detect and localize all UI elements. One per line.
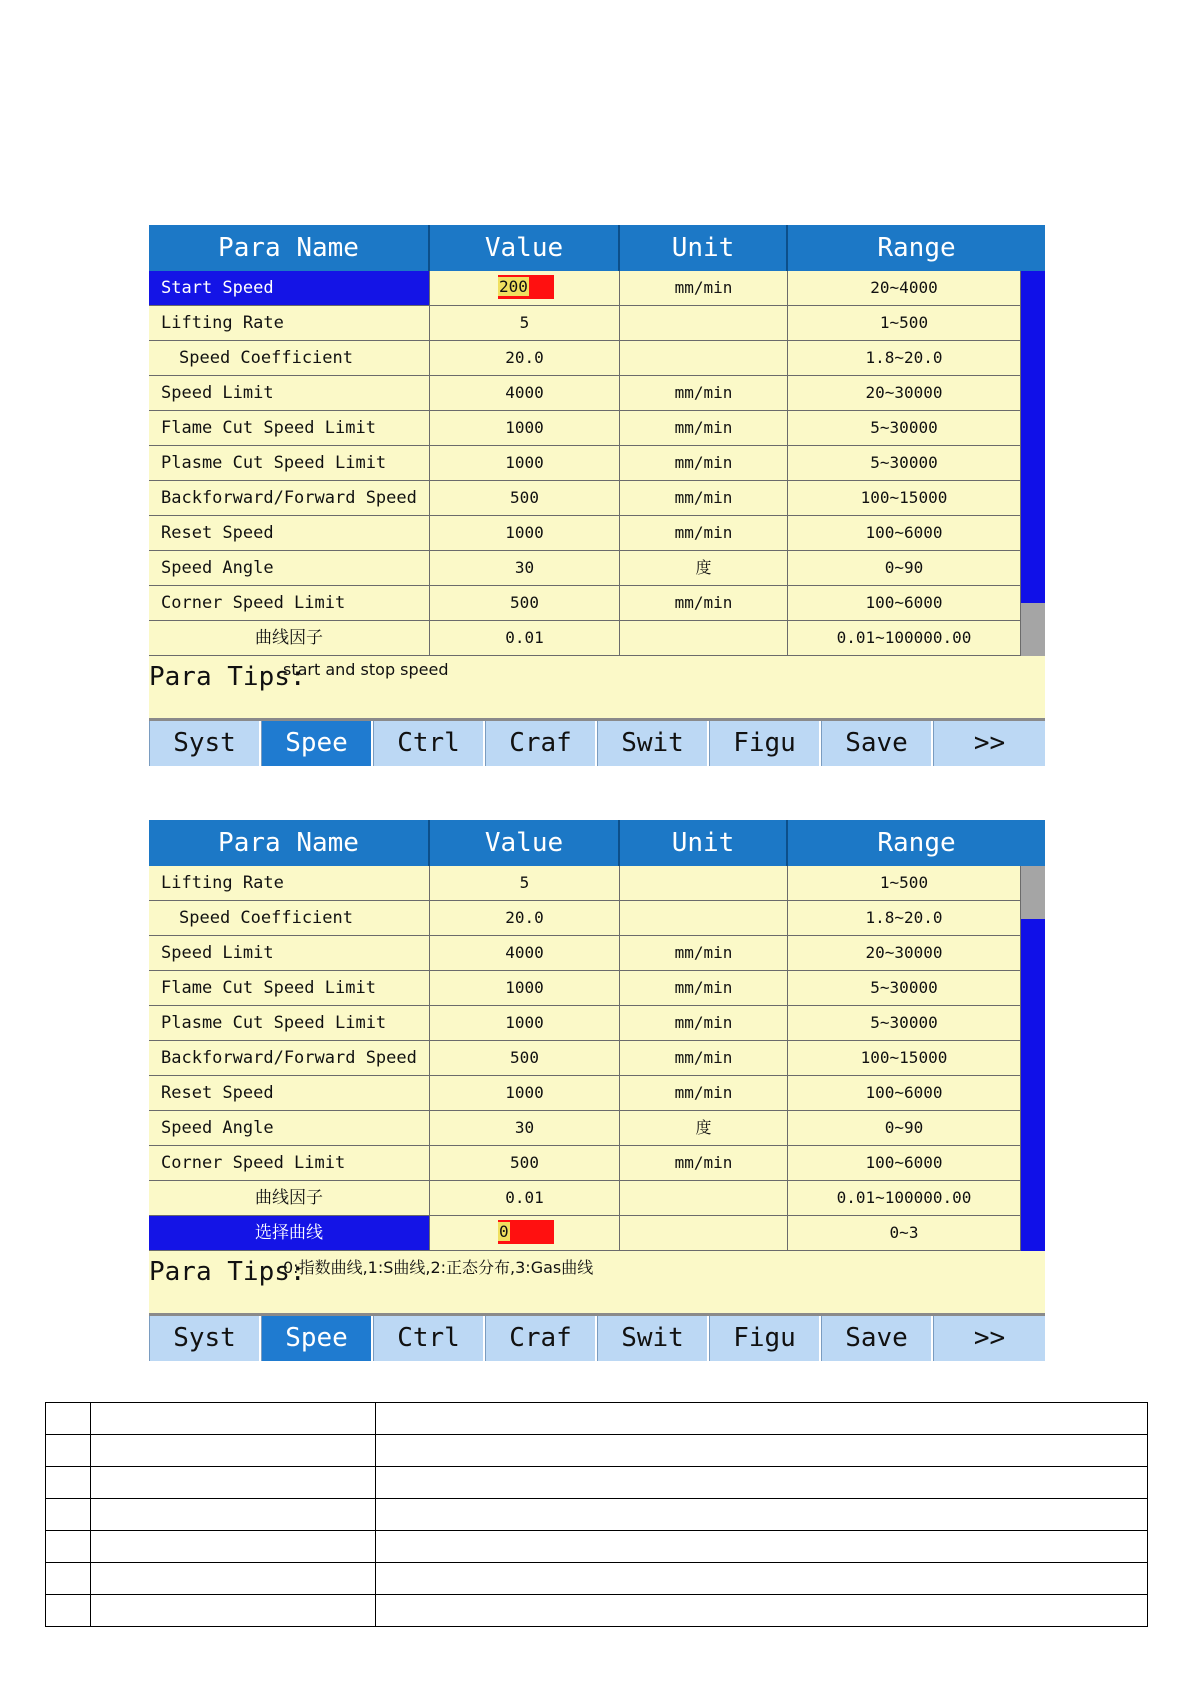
param-range: 100~6000 (788, 1076, 1021, 1110)
table-row[interactable] (149, 936, 1045, 971)
parameter-list (149, 866, 1045, 1251)
param-unit (620, 901, 788, 935)
param-screen-2 (149, 820, 1045, 1361)
param-value[interactable] (430, 306, 620, 340)
param-value-text: 20.0 (505, 348, 544, 367)
param-value-text: 500 (510, 488, 539, 507)
param-unit (620, 1181, 788, 1215)
table-row[interactable] (149, 551, 1045, 586)
param-name: Start Speed (149, 271, 430, 305)
param-value-text: 0.01 (505, 628, 544, 647)
table-cell (91, 1403, 376, 1435)
param-value[interactable] (430, 341, 620, 375)
table-row (46, 1467, 1148, 1499)
value-edit-box[interactable] (498, 275, 554, 299)
param-name: Speed Limit (149, 936, 430, 970)
param-value-text: 500 (510, 1048, 539, 1067)
param-range: 100~15000 (788, 481, 1021, 515)
param-range: 100~6000 (788, 586, 1021, 620)
param-value[interactable] (430, 376, 620, 410)
param-value[interactable] (430, 586, 620, 620)
table-row[interactable] (149, 341, 1045, 376)
param-screen-1 (149, 225, 1045, 766)
table-cell (46, 1467, 91, 1499)
parameter-list (149, 271, 1045, 656)
table-row[interactable] (149, 586, 1045, 621)
param-name: Flame Cut Speed Limit (149, 411, 430, 445)
table-row[interactable] (149, 901, 1045, 936)
param-unit (620, 341, 788, 375)
param-value-text: 30 (514, 558, 535, 577)
tab-swit[interactable]: Swit (597, 721, 709, 766)
tab-figu[interactable]: Figu (709, 1316, 821, 1361)
param-name: Speed Coefficient (149, 901, 430, 935)
tab-syst[interactable]: Syst (149, 721, 261, 766)
param-range: 1.8~20.0 (788, 341, 1021, 375)
param-value[interactable] (430, 1181, 620, 1215)
param-name: Lifting Rate (149, 866, 430, 900)
param-unit: mm/min (620, 481, 788, 515)
table-header (149, 225, 1045, 271)
param-range: 0.01~100000.00 (788, 1181, 1021, 1215)
param-value-text: 1000 (505, 418, 544, 437)
param-value-text: 500 (510, 1153, 539, 1172)
table-cell (91, 1563, 376, 1595)
param-unit: mm/min (620, 411, 788, 445)
param-value-text: 1000 (505, 1083, 544, 1102)
tab-save[interactable]: Save (821, 1316, 933, 1361)
table-cell (46, 1403, 91, 1435)
table-row[interactable] (149, 271, 1045, 306)
scrollbar-thumb[interactable] (1021, 866, 1045, 919)
table-row (46, 1563, 1148, 1595)
param-value-text: 20.0 (505, 908, 544, 927)
tab-more[interactable]: >> (933, 721, 1045, 766)
table-cell (376, 1595, 1148, 1627)
param-value[interactable] (430, 866, 620, 900)
table-cell (376, 1467, 1148, 1499)
param-name: Corner Speed Limit (149, 586, 430, 620)
table-cell (376, 1531, 1148, 1563)
table-row (46, 1499, 1148, 1531)
table-row[interactable] (149, 1111, 1045, 1146)
scrollbar[interactable] (1021, 866, 1045, 1251)
param-value-text: 4000 (505, 943, 544, 962)
table-row[interactable] (149, 1146, 1045, 1181)
table-row[interactable] (149, 306, 1045, 341)
function-tab-bar (149, 721, 1045, 766)
column-header-range: Range (877, 233, 956, 263)
table-row[interactable] (149, 971, 1045, 1006)
column-header-para-name: Para Name (149, 225, 430, 271)
tab-craf[interactable]: Craf (485, 721, 597, 766)
param-range: 100~6000 (788, 1146, 1021, 1180)
param-unit: mm/min (620, 586, 788, 620)
param-value-text: 1000 (505, 453, 544, 472)
table-cell (376, 1435, 1148, 1467)
table-cell (91, 1467, 376, 1499)
param-value[interactable] (430, 516, 620, 550)
column-header-value: Value (430, 820, 620, 866)
table-cell (46, 1499, 91, 1531)
table-row[interactable] (149, 1076, 1045, 1111)
param-unit: 度 (620, 551, 788, 585)
param-range: 20~30000 (788, 376, 1021, 410)
table-row[interactable] (149, 376, 1045, 411)
param-value[interactable] (430, 1146, 620, 1180)
param-name: Reset Speed (149, 516, 430, 550)
tab-syst[interactable]: Syst (149, 1316, 261, 1361)
param-unit: 度 (620, 1111, 788, 1145)
param-value-text: 30 (514, 1118, 535, 1137)
param-name: Backforward/Forward Speed (149, 481, 430, 515)
table-cell (376, 1499, 1148, 1531)
para-tips-text: start and stop speed (283, 660, 449, 679)
param-unit: mm/min (620, 446, 788, 480)
param-range: 5~30000 (788, 1006, 1021, 1040)
param-name: Lifting Rate (149, 306, 430, 340)
table-cell (376, 1563, 1148, 1595)
param-value[interactable] (430, 551, 620, 585)
param-name: Backforward/Forward Speed (149, 1041, 430, 1075)
param-name: Speed Angle (149, 1111, 430, 1145)
param-value-text: 0.01 (505, 1188, 544, 1207)
param-value[interactable] (430, 971, 620, 1005)
param-unit: mm/min (620, 376, 788, 410)
table-row[interactable] (149, 621, 1045, 656)
param-value[interactable] (430, 446, 620, 480)
table-cell (91, 1595, 376, 1627)
param-name: Speed Coefficient (149, 341, 430, 375)
param-value-text: 5 (519, 313, 530, 332)
param-value[interactable] (430, 1041, 620, 1075)
function-tab-bar (149, 1316, 1045, 1361)
param-value[interactable] (430, 1076, 620, 1110)
param-range: 0.01~100000.00 (788, 621, 1021, 655)
param-unit: mm/min (620, 1146, 788, 1180)
table-cell (91, 1435, 376, 1467)
param-range: 5~30000 (788, 411, 1021, 445)
table-row (46, 1595, 1148, 1627)
param-value-text: 4000 (505, 383, 544, 402)
table-row (46, 1531, 1148, 1563)
table-cell (46, 1435, 91, 1467)
value-edit-box[interactable] (498, 1220, 554, 1244)
value-edit-text: 200 (499, 277, 528, 296)
param-range: 1~500 (788, 866, 1021, 900)
param-value-text: 5 (519, 873, 530, 892)
column-header-para-name: Para Name (149, 820, 430, 866)
blank-document-table (45, 1402, 1148, 1627)
param-name: Plasme Cut Speed Limit (149, 1006, 430, 1040)
param-unit: mm/min (620, 936, 788, 970)
tab-ctrl[interactable]: Ctrl (373, 1316, 485, 1361)
table-cell (91, 1499, 376, 1531)
param-value-text: 1000 (505, 978, 544, 997)
value-edit-text: 0 (499, 1222, 509, 1241)
table-cell (46, 1531, 91, 1563)
param-unit (620, 306, 788, 340)
column-header-value: Value (430, 225, 620, 271)
table-cell (376, 1403, 1148, 1435)
param-range: 0~90 (788, 1111, 1021, 1145)
param-name: Speed Limit (149, 376, 430, 410)
param-value-text: 500 (510, 593, 539, 612)
param-name: 曲线因子 (149, 1181, 430, 1215)
tab-craf[interactable]: Craf (485, 1316, 597, 1361)
scrollbar-thumb[interactable] (1021, 603, 1045, 656)
param-value[interactable] (430, 271, 620, 305)
param-name: 曲线因子 (149, 621, 430, 655)
param-unit (620, 866, 788, 900)
param-unit: mm/min (620, 1006, 788, 1040)
table-row[interactable] (149, 481, 1045, 516)
param-unit: mm/min (620, 1041, 788, 1075)
param-name: Corner Speed Limit (149, 1146, 430, 1180)
tab-save[interactable]: Save (821, 721, 933, 766)
param-value[interactable] (430, 411, 620, 445)
param-value[interactable] (430, 621, 620, 655)
table-row (46, 1403, 1148, 1435)
param-range: 0~90 (788, 551, 1021, 585)
column-header-unit: Unit (620, 225, 788, 271)
param-value[interactable] (430, 936, 620, 970)
table-row[interactable] (149, 1216, 1045, 1251)
param-range: 20~30000 (788, 936, 1021, 970)
table-row[interactable] (149, 1041, 1045, 1076)
param-value[interactable] (430, 481, 620, 515)
param-name: Flame Cut Speed Limit (149, 971, 430, 1005)
param-unit (620, 621, 788, 655)
param-range: 20~4000 (788, 271, 1021, 305)
column-header-unit: Unit (620, 820, 788, 866)
param-unit (620, 1216, 788, 1250)
param-value[interactable] (430, 901, 620, 935)
para-tips-text: 0:指数曲线,1:S曲线,2:正态分布,3:Gas曲线 (283, 1258, 594, 1277)
column-header-range: Range (877, 828, 956, 858)
param-value[interactable] (430, 1111, 620, 1145)
table-row[interactable] (149, 411, 1045, 446)
tab-figu[interactable]: Figu (709, 721, 821, 766)
param-unit: mm/min (620, 516, 788, 550)
table-row[interactable] (149, 1181, 1045, 1216)
table-row[interactable] (149, 866, 1045, 901)
scrollbar[interactable] (1021, 271, 1045, 656)
param-name: Plasme Cut Speed Limit (149, 446, 430, 480)
table-cell (91, 1531, 376, 1563)
table-row[interactable] (149, 516, 1045, 551)
param-unit: mm/min (620, 971, 788, 1005)
param-range: 100~15000 (788, 1041, 1021, 1075)
param-range: 0~3 (788, 1216, 1021, 1250)
table-row (46, 1435, 1148, 1467)
param-name: Reset Speed (149, 1076, 430, 1110)
param-value-text: 1000 (505, 523, 544, 542)
para-tips-label: Para Tips: (149, 662, 306, 692)
table-row[interactable] (149, 446, 1045, 481)
tab-spee[interactable]: Spee (261, 721, 373, 766)
param-name: Speed Angle (149, 551, 430, 585)
tab-ctrl[interactable]: Ctrl (373, 721, 485, 766)
para-tips-label: Para Tips: (149, 1257, 306, 1287)
param-range: 100~6000 (788, 516, 1021, 550)
param-unit: mm/min (620, 271, 788, 305)
param-range: 1~500 (788, 306, 1021, 340)
table-cell (46, 1595, 91, 1627)
table-row[interactable] (149, 1006, 1045, 1041)
param-range: 5~30000 (788, 446, 1021, 480)
tab-spee[interactable]: Spee (261, 1316, 373, 1361)
tab-more[interactable]: >> (933, 1316, 1045, 1361)
param-unit: mm/min (620, 1076, 788, 1110)
table-header (149, 820, 1045, 866)
param-value-text: 1000 (505, 1013, 544, 1032)
param-range: 5~30000 (788, 971, 1021, 1005)
param-value[interactable] (430, 1006, 620, 1040)
param-value[interactable] (430, 1216, 620, 1250)
para-tips (149, 656, 1045, 721)
param-range: 1.8~20.0 (788, 901, 1021, 935)
tab-swit[interactable]: Swit (597, 1316, 709, 1361)
para-tips (149, 1251, 1045, 1316)
table-cell (46, 1563, 91, 1595)
param-name: 选择曲线 (149, 1216, 430, 1250)
